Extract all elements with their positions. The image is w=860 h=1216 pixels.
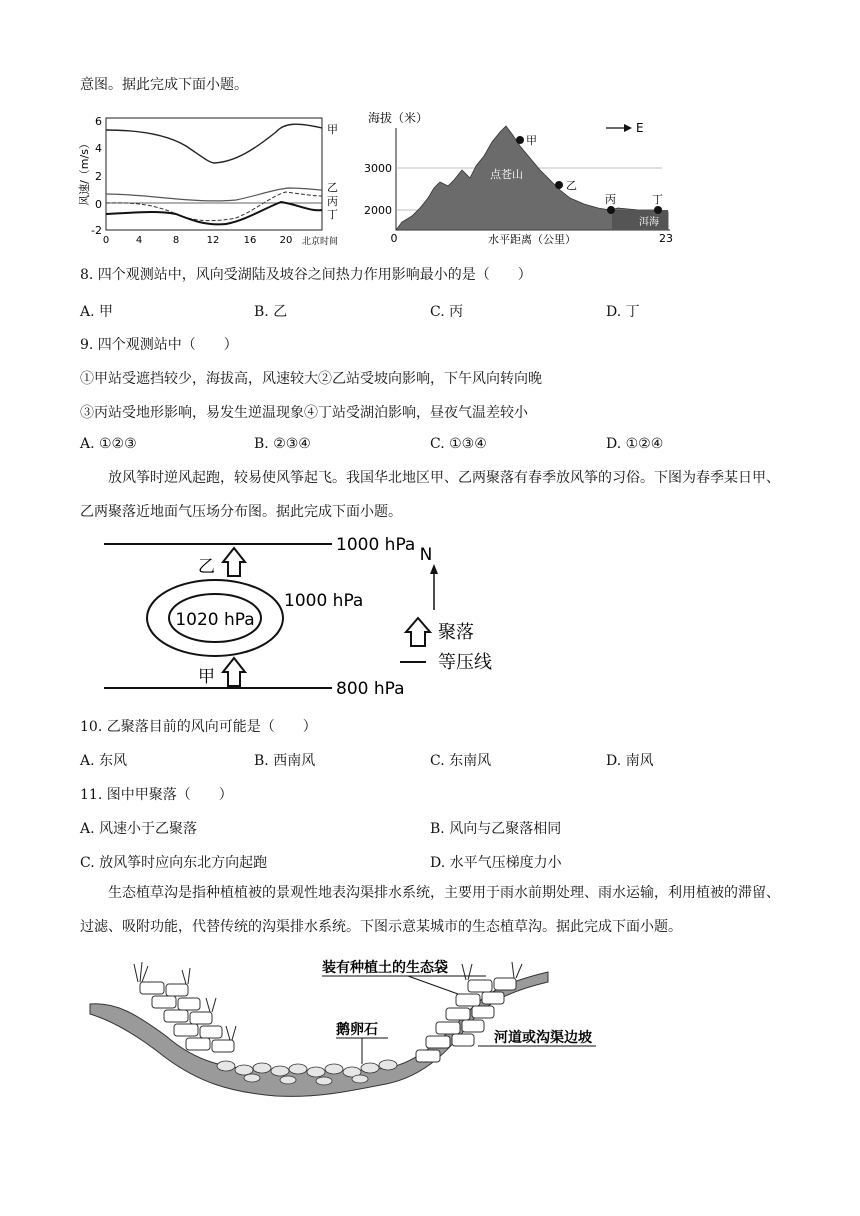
- series-jia: [106, 124, 322, 163]
- mountain-label: 点苍山: [490, 168, 523, 181]
- station-yi-marker: [555, 181, 563, 189]
- q11-stem: 11. 图中甲聚落（ ）: [80, 787, 233, 803]
- passage-grass-swale: 生态植草沟是指种植植被的景观性地表沟渠排水系统，主要用于雨水前期处理、雨水运输，利用植被的滞留、过滤、吸附功能，代替传统的沟渠排水系统。下图示意某城市的生态植草沟。据此完成下面小题。: [80, 885, 780, 935]
- xtick: 8: [172, 235, 180, 246]
- q11-option-c[interactable]: C. 放风筝时应向东北方向起跑: [80, 855, 268, 871]
- y-axis-label: 海拔（米）: [368, 111, 429, 125]
- xtick: 20: [279, 235, 293, 246]
- q8-stem: 8. 四个观测站中，风向受湖陆及坡谷之间热力作用影响最小的是（ ）: [80, 267, 532, 283]
- ytick: 2000: [364, 204, 392, 217]
- q11-option-d[interactable]: D. 水平气压梯度力小: [430, 855, 562, 871]
- q8-option-c[interactable]: C. 丙: [430, 304, 464, 320]
- station-ding-label: 丁: [652, 193, 663, 206]
- q9-option-a[interactable]: A. ①②③: [80, 436, 137, 452]
- series-bing: [106, 192, 322, 221]
- series-label-yi: 乙: [327, 181, 338, 194]
- direction-label: E: [636, 121, 644, 135]
- legend-settlement-icon: [406, 618, 430, 646]
- isobar-bottom-label: 800 hPa: [336, 679, 405, 699]
- q10-option-c[interactable]: C. 东南风: [430, 753, 492, 769]
- q10-stem: 10. 乙聚落目前的风向可能是（ ）: [80, 719, 317, 735]
- settlement-yi-icon: [223, 548, 245, 576]
- y-axis-label: 风速/（m/s）: [78, 138, 91, 206]
- station-jia-label: 甲: [526, 134, 537, 147]
- q8-option-b[interactable]: B. 乙: [254, 304, 288, 320]
- pressure-field-diagram: [100, 530, 520, 702]
- legend-isobar-label: 等压线: [438, 652, 492, 673]
- x-end: 23: [659, 232, 673, 245]
- xtick: 12: [206, 235, 220, 246]
- q9-option-d[interactable]: D. ①②④: [606, 436, 664, 452]
- q11-option-b[interactable]: B. 风向与乙聚落相同: [430, 821, 562, 837]
- xtick: 4: [135, 235, 143, 246]
- station-ding-marker: [654, 206, 662, 214]
- passage-kite: 放风筝时逆风起跑，较易使风筝起飞。我国华北地区甲、乙两聚落有春季放风筝的习俗。下图为春季某日甲、乙两聚落近地面气压场分布图。据此完成下面小题。: [80, 470, 780, 520]
- lake-label: 洱海: [639, 217, 659, 228]
- q9-statement-2: ③丙站受地形影响，易发生逆温现象④丁站受湖泊影响，昼夜气温差较小: [80, 405, 528, 421]
- grass-swale-diagram: [86, 952, 592, 1102]
- series-label-ding: 丁: [327, 208, 338, 221]
- q9-stem: 9. 四个观测站中（ ）: [80, 337, 238, 353]
- ytick: 6: [95, 115, 102, 128]
- isobar-mid-label: 1000 hPa: [284, 591, 364, 611]
- ytick: -2: [91, 224, 102, 237]
- station-yi-label: 乙: [566, 179, 577, 192]
- station-jia-marker: [516, 136, 524, 144]
- q11-option-a[interactable]: A. 风速小于乙聚落: [80, 821, 198, 837]
- series-label-jia: 甲: [327, 123, 338, 136]
- q8-option-d[interactable]: D. 丁: [606, 304, 640, 320]
- ytick: 3000: [364, 162, 392, 175]
- series-label-bing: 丙: [327, 195, 338, 208]
- wind-speed-chart: [76, 110, 348, 250]
- terrain-profile-chart: [362, 104, 692, 248]
- center-label: 1020 hPa: [175, 610, 255, 630]
- north-arrowhead-icon: [430, 564, 438, 574]
- x-axis-time-label: 北京时间: [302, 237, 339, 247]
- settlement-jia-label: 甲: [198, 667, 215, 687]
- q10-option-d[interactable]: D. 南风: [606, 753, 654, 769]
- ytick: 4: [95, 142, 102, 155]
- x-axis-label: 水平距离（公里）: [488, 233, 576, 246]
- q10-option-b[interactable]: B. 西南风: [254, 753, 316, 769]
- north-label: N: [419, 545, 433, 565]
- ytick: 0: [95, 198, 102, 211]
- q9-statement-1: ①甲站受遮挡较少，海拔高，风速较大②乙站受坡向影响，下午风向转向晚: [80, 371, 542, 387]
- station-bing-marker: [607, 206, 615, 214]
- xtick: 16: [243, 235, 257, 246]
- legend-settlement-label: 聚落: [438, 622, 474, 643]
- east-arrowhead-icon: [624, 124, 632, 132]
- station-bing-label: 丙: [605, 193, 616, 206]
- series-yi: [106, 188, 322, 201]
- x-start: 0: [390, 232, 398, 245]
- q8-option-a[interactable]: A. 甲: [80, 304, 114, 320]
- q9-option-c[interactable]: C. ①③④: [430, 436, 487, 452]
- label-eco-bags: 装有种植土的生态袋: [322, 960, 448, 976]
- label-pebbles: 鹅卵石: [336, 1022, 378, 1038]
- intro-tail: 意图。据此完成下面小题。: [80, 77, 248, 93]
- isobar-top-label: 1000 hPa: [336, 535, 416, 555]
- settlement-yi-label: 乙: [198, 557, 215, 577]
- label-slope: 河道或沟渠边坡: [494, 1030, 592, 1046]
- xtick: 0: [102, 235, 110, 246]
- ytick: 2: [95, 170, 102, 183]
- q9-option-b[interactable]: B. ②③④: [254, 436, 311, 452]
- q10-option-a[interactable]: A. 东风: [80, 753, 128, 769]
- settlement-jia-icon: [223, 658, 245, 686]
